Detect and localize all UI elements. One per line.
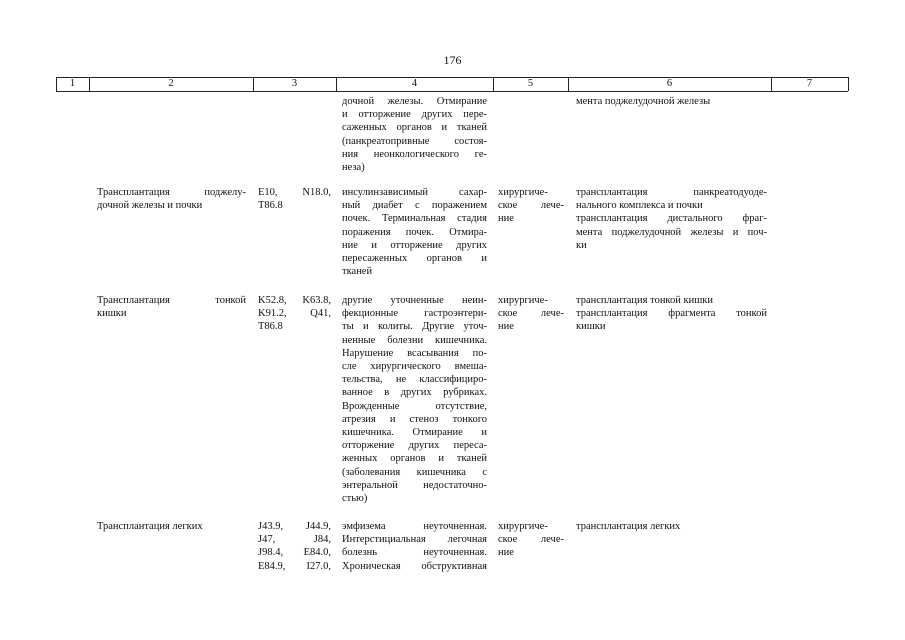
row-treatment-type (498, 186, 564, 226)
text-line: кишки (576, 321, 606, 333)
row-treatment-type (498, 294, 564, 334)
row-diagnosis (342, 520, 487, 573)
header-bottom-rule (56, 91, 848, 92)
column-number: 5 (527, 78, 534, 89)
text-line: трансплантация дистального фраг- (576, 213, 767, 225)
text-line: ние (498, 321, 514, 333)
text-line: неза) (342, 162, 365, 174)
text-line: ванное в других рубриках. (342, 387, 487, 399)
text-line: тельства, не классифициро- (342, 374, 487, 386)
text-line: ское лече- (498, 200, 564, 212)
text-line: ния неонкологического ге- (342, 148, 487, 160)
row-procedure-name (97, 186, 246, 212)
text-line: Хроническая обструктивная (342, 560, 487, 572)
carryover-method-text (576, 95, 767, 108)
text-line: Трансплантация тонкой (97, 295, 246, 306)
text-line: дочной железы и почки (97, 200, 203, 212)
text-line: K52.8, K63.8, (258, 295, 331, 306)
text-line: T86.8 (258, 321, 283, 333)
text-line: почек. Терминальная стадия (342, 213, 487, 225)
text-line: поражения почек. Отмира- (342, 226, 487, 238)
text-line: хирургиче- (498, 187, 548, 198)
row-diagnosis (342, 294, 487, 505)
carryover-diagnosis-text (342, 95, 487, 174)
text-line: E84.9, I27.0, (258, 560, 331, 572)
text-line: ки (576, 239, 587, 251)
row-treatment-type (498, 520, 564, 560)
text-line: нального комплекса и почки (576, 200, 703, 212)
text-line: мента поджелудочной железы и поч- (576, 226, 767, 238)
text-line: ние (498, 547, 514, 559)
row-diagnosis (342, 186, 487, 278)
text-line: Нарушение всасывания по- (342, 347, 487, 359)
text-line: сле хирургического вмеша- (342, 361, 487, 373)
row-icd-codes (258, 520, 331, 573)
text-line: (панкреатопривные состоя- (342, 135, 487, 147)
text-line: саженных органов и тканей (342, 122, 487, 134)
text-line: трансплантация фрагмента тонкой (576, 308, 767, 320)
text-line: J98.4, E84.0, (258, 547, 331, 559)
text-line: и отторжение других пере- (342, 109, 487, 121)
text-line: Трансплантация легких (97, 521, 203, 532)
text-line: ненные болезни кишечника. (342, 334, 487, 346)
text-line: эмфизема неуточненная. (342, 521, 487, 532)
column-number: 2 (168, 78, 174, 89)
text-line: J47, J84, (258, 534, 331, 546)
text-line: другие уточненные неин- (342, 295, 487, 306)
text-line: J43.9, J44.9, (258, 521, 331, 532)
text-line: E10, N18.0, (258, 187, 331, 198)
text-line: пересаженных органов и (342, 253, 487, 265)
column-number: 6 (666, 78, 673, 89)
text-line: T86.8 (258, 200, 283, 212)
column-number: 1 (69, 78, 76, 89)
text-line: трансплантация панкреатодуоде- (576, 187, 767, 198)
text-line: ный диабет с поражением (342, 200, 487, 212)
row-treatment-method (576, 294, 767, 334)
text-line: Трансплантация поджелу- (97, 187, 246, 198)
column-number: 4 (411, 78, 418, 89)
text-line: Интерстициальная легочная (342, 534, 487, 546)
text-line: атрезия и стеноз тонкого (342, 413, 487, 425)
column-divider (848, 77, 849, 91)
text-line: ние (498, 213, 514, 225)
row-procedure-name (97, 520, 246, 533)
text-line: ты и колиты. Другие уточ- (342, 321, 487, 333)
text-line: тканей (342, 266, 373, 278)
text-line: кишки (97, 308, 127, 320)
column-number: 3 (291, 78, 298, 89)
row-procedure-name (97, 294, 246, 320)
text-line: кишечника. Отмирание и (342, 427, 487, 439)
text-line: инсулинзависимый сахар- (342, 187, 487, 198)
text-line: стью) (342, 493, 368, 505)
text-line: мента поджелудочной железы (576, 96, 711, 107)
text-line: ское лече- (498, 308, 564, 320)
row-icd-codes (258, 186, 331, 212)
text-line: болезнь неуточненная. (342, 547, 487, 559)
text-line: энтеральной недостаточно- (342, 479, 487, 491)
text-line: ское лече- (498, 534, 564, 546)
text-line: Врожденные отсутствие, (342, 400, 487, 412)
column-number: 7 (806, 78, 813, 89)
text-line: ние и отторжение других (342, 239, 487, 251)
text-line: трансплантация легких (576, 521, 681, 532)
row-treatment-method (576, 520, 767, 533)
text-line: K91.2, Q41, (258, 308, 331, 320)
text-line: хирургиче- (498, 521, 548, 532)
text-line: трансплантация тонкой кишки (576, 295, 714, 306)
text-line: фекционные гастроэнтери- (342, 308, 487, 320)
text-line: отторжение других переса- (342, 440, 487, 452)
page-number: 176 (443, 53, 462, 67)
row-treatment-method (576, 186, 767, 252)
row-icd-codes (258, 294, 331, 334)
text-line: дочной железы. Отмирание (342, 96, 487, 107)
text-line: хирургиче- (498, 295, 548, 306)
text-line: женных органов и тканей (342, 453, 487, 465)
text-line: (заболевания кишечника с (342, 466, 487, 478)
